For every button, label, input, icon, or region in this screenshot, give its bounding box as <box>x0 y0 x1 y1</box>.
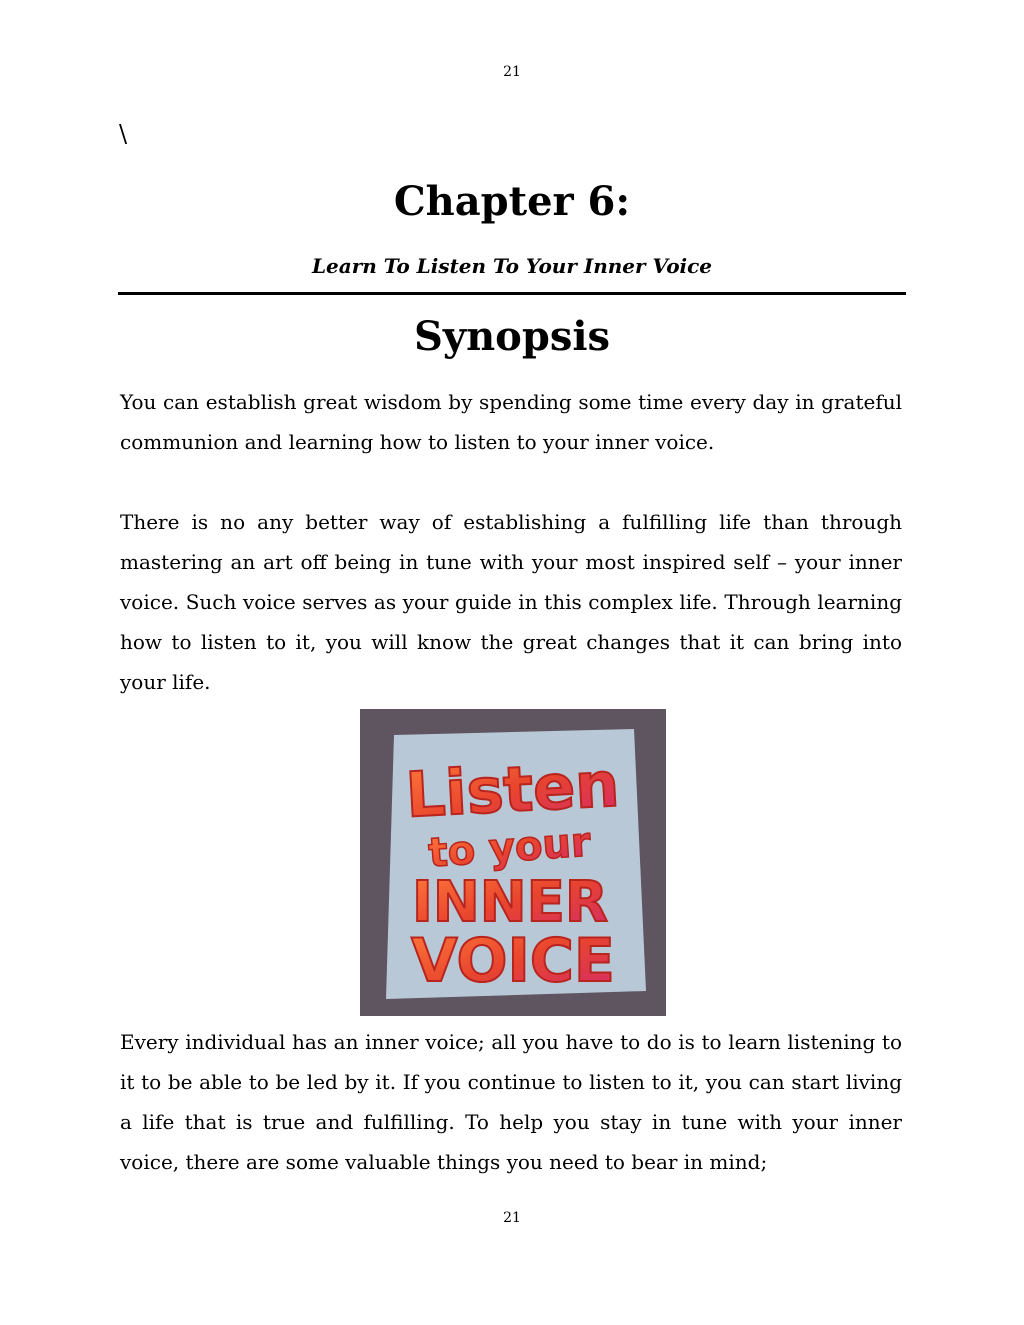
body-paragraph: Every individual has an inner voice; all you have to do is to learn listening to it to be able to be led by it. If you continue to listen to it, you can start living a life that is true and fulfilling. To help you stay in tune with your inner voice, there are some valuable things you need to bear in mind; <box>120 1030 902 1174</box>
page-number-bottom: 21 <box>503 1210 521 1226</box>
body-paragraph: There is no any better way of establishing a fulfilling life than through mastering an art off being in tune with your most inspired self – your inner voice. Such voice serves as your guide in this complex life. Through learning how to listen to it, you will know the great changes that it can bring into your life. <box>120 510 902 694</box>
illustration-word-voice: VOICE <box>411 926 615 996</box>
stray-backslash-mark: \ <box>119 120 128 148</box>
page-number-top: 21 <box>503 64 521 80</box>
illustration-word-inner: INNER <box>412 870 608 935</box>
chapter-subtitle: Learn To Listen To Your Inner Voice <box>311 254 713 278</box>
listen-to-your-inner-voice-illustration <box>360 709 666 1016</box>
illustration-word-listen: Listen <box>403 747 622 832</box>
section-title: Synopsis <box>413 313 611 360</box>
chapter-divider <box>118 292 906 295</box>
illustration-words-to-your: to your <box>427 819 593 877</box>
chapter-title: Chapter 6: <box>393 178 631 225</box>
body-paragraph: You can establish great wisdom by spending some time every day in grateful communion and learning how to listen to your inner voice. <box>120 390 902 454</box>
